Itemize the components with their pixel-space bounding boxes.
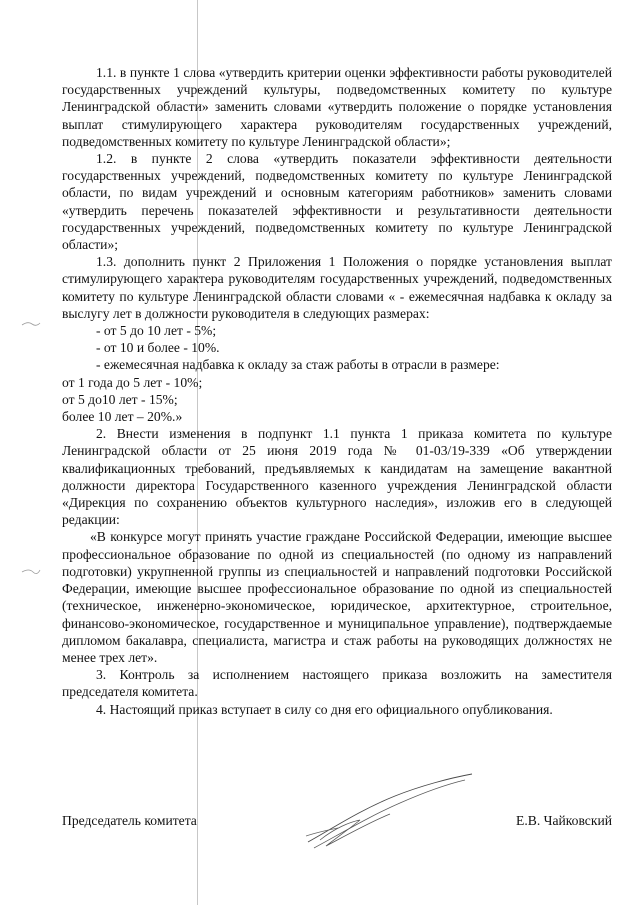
list-item: от 5 до10 лет - 15%; [62, 391, 178, 407]
list-item: - от 5 до 10 лет - 5%; [96, 323, 217, 339]
document-body [62, 64, 612, 718]
margin-mark [20, 318, 42, 328]
paragraph-2: 2. Внести изменения в подпункт 1.1 пункта 1 приказа комитета по культуре Ленинградской области от 25 июня 2019 года № 01-03/19-339 «Об утверждении квалификационных требований, предъявляемых к кандидатам на замещение вакантной должности директора Государственного казенного учреждения Ленинградской области «Дирекция по сохранению объектов культурного наследия», изложив его в следующей редакции: [62, 426, 612, 528]
paragraph-1-3: 1.3. дополнить пункт 2 Приложения 1 Положения о порядке установления выплат стимулирующего характера руководителям государственных учреждений, подведомственных комитету по культуре Ленинградской области словами « - ежемесячная надбавка к окладу за выслугу лет в должности руководителя в следующих размерах: [62, 254, 612, 321]
paragraph-1-2: 1.2. в пункте 2 слова «утвердить показатели эффективности деятельности государственных учреждений, подведомственных комитету по культуре Ленинградской области, по видам учреждений и основным категориям работников» заменить словами «утвердить перечень показателей эффективности и результативности деятельности государственных учреждений, подведомственных комитету по культуре Ленинградской области»; [62, 151, 612, 253]
list-item: более 10 лет – 20%.» [62, 409, 183, 425]
quoted-requirements: «В конкурсе могут принять участие граждане Российской Федерации, имеющие высшее профессиональное образование по одной из специальностей (по одному из направлений подготовки) укрупненной группы из специальностей и направлений подготовки Российской Федерации, имеющие высшее профессиональное образование по одной из специальностей (техническое, инженерно-экономическое, юридическое, архитектурное, строительное, финансово-экономическое, государственное и муниципальное управление), подтверждаемые дипломом бакалавра, специалиста, магистра и стаж работы на руководящих должностях не менее трех лет». [62, 529, 612, 665]
paragraph-3: 3. Контроль за исполнением настоящего приказа возложить на заместителя председателя комитета. [62, 667, 612, 700]
margin-mark [20, 566, 42, 576]
signature-block [62, 812, 612, 834]
list-item: - ежемесячная надбавка к окладу за стаж работы в отрасли в размере: [96, 357, 500, 373]
signatory-name: Е.В. Чайковский [516, 813, 612, 828]
signatory-position: Председатель комитета [62, 813, 197, 828]
paragraph-1-1: 1.1. в пункте 1 слова «утвердить критерии оценки эффективности работы руководителей государственных учреждений культуры, подведомственных комитету по культуре Ленинградской области» заменить словами «утвердить положение о порядке установления выплат стимулирующего характера руководителям государственных учреждений, подведомственных комитету по культуре Ленинградской области»; [62, 65, 612, 149]
paragraph-4: 4. Настоящий приказ вступает в силу со дня его официального опубликования. [96, 701, 553, 717]
list-item: от 1 года до 5 лет - 10%; [62, 374, 203, 390]
allowance-list [62, 322, 612, 425]
list-item: - от 10 и более - 10%. [96, 340, 220, 356]
